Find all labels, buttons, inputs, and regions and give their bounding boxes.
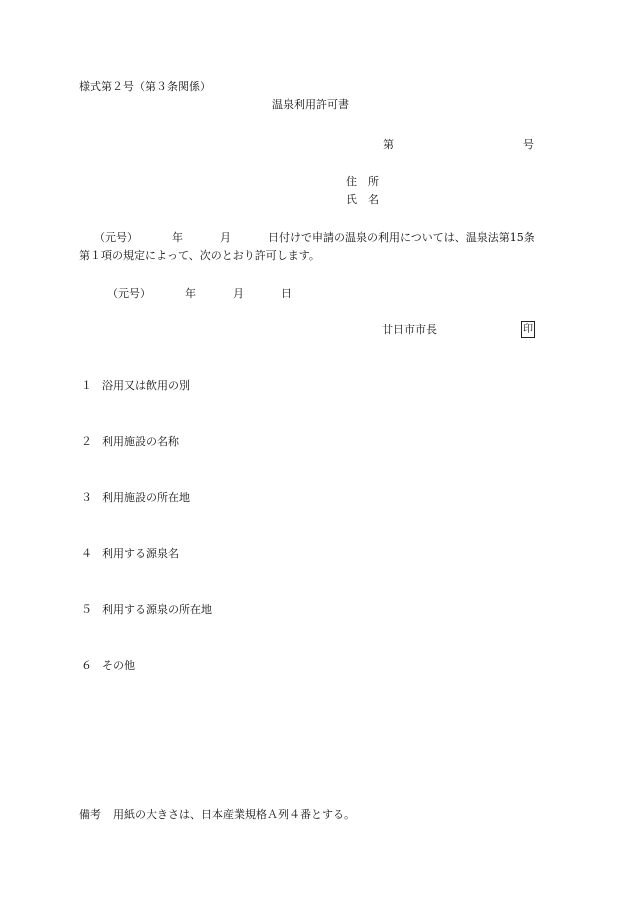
- remark-label: 備考: [79, 808, 101, 821]
- issue-date-month: 月: [233, 287, 244, 300]
- item-label: 利用施設の所在地: [102, 491, 190, 504]
- page-title: 温泉利用許可書: [272, 98, 349, 111]
- number-label-dai: 第: [383, 138, 394, 151]
- issuer-title: 廿日市市長: [382, 323, 437, 336]
- item-label: 利用する源泉名: [102, 547, 179, 560]
- item-number: ３: [81, 491, 92, 504]
- issue-date-day: 日: [281, 287, 292, 300]
- remark-text: 用紙の大きさは、日本産業規格Ａ列４番とする。: [113, 808, 355, 821]
- item-label: 利用施設の名称: [102, 435, 179, 448]
- body-line1-rest: 日付けで申請の温泉の利用については、温泉法第15条: [268, 231, 535, 244]
- item-number: ４: [81, 547, 92, 560]
- form-number: 様式第２号（第３条関係）: [79, 80, 211, 93]
- item-label: 利用する源泉の所在地: [102, 603, 212, 616]
- issue-date-era: （元号）: [107, 287, 151, 300]
- item-number: ６: [81, 659, 92, 672]
- item-label: 浴用又は飲用の別: [102, 379, 190, 392]
- item-label: その他: [102, 659, 135, 672]
- item-number: ５: [81, 603, 92, 616]
- body-line1-era: （元号）: [94, 231, 138, 244]
- number-label-go: 号: [523, 138, 534, 151]
- seal-mark: 印: [521, 321, 535, 338]
- item-number: １: [81, 379, 92, 392]
- item-number: ２: [81, 435, 92, 448]
- body-line1-month: 月: [220, 231, 231, 244]
- name-label: 氏 名: [346, 193, 379, 206]
- body-line2: 第１項の規定によって、次のとおり許可します。: [79, 249, 320, 262]
- address-label: 住 所: [346, 175, 379, 188]
- body-line1-year: 年: [172, 231, 183, 244]
- issue-date-year: 年: [185, 287, 196, 300]
